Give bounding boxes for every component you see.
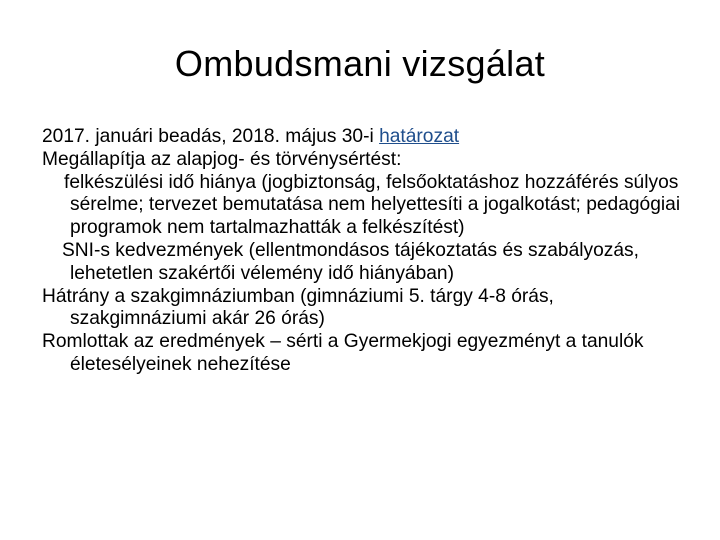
paragraph-vocational-disadvantage: Hátrány a szakgimnáziumban (gimnáziumi 5. tárgy 4-8 órás, szakgimnáziumi akár 26 órás) [42, 285, 554, 330]
paragraph-results-worsened: Romlottak az eredmények – sérti a Gyermekjogi egyezményt a tanulók életesélyeinek nehezítése [42, 331, 644, 375]
slide-body [42, 126, 692, 377]
paragraph-preparation-time: felkészülési idő hiánya (jogbiztonság, felsőoktatáshoz hozzáférés súlyos sérelme; tervezet bemutatása nem helyettesíti a jogalkotást; pedagógiai programok nem tartalmazhatták a felkészítést) [64, 171, 681, 239]
slide-title: Ombudsmani vizsgálat [174, 43, 546, 84]
paragraph-findings: Megállapítja az alapjog- és törvénysértést: [42, 148, 402, 170]
paragraph-sni-benefits: SNI-s kedvezmények (ellentmondásos tájékoztatás és szabályozás, lehetetlen szakértői vélemény idő hiányában) [62, 239, 639, 284]
paragraph-submission [42, 126, 692, 149]
submission-text: 2017. januári beadás, 2018. május 30-i [42, 126, 380, 147]
resolution-link[interactable]: határozat [379, 126, 460, 147]
